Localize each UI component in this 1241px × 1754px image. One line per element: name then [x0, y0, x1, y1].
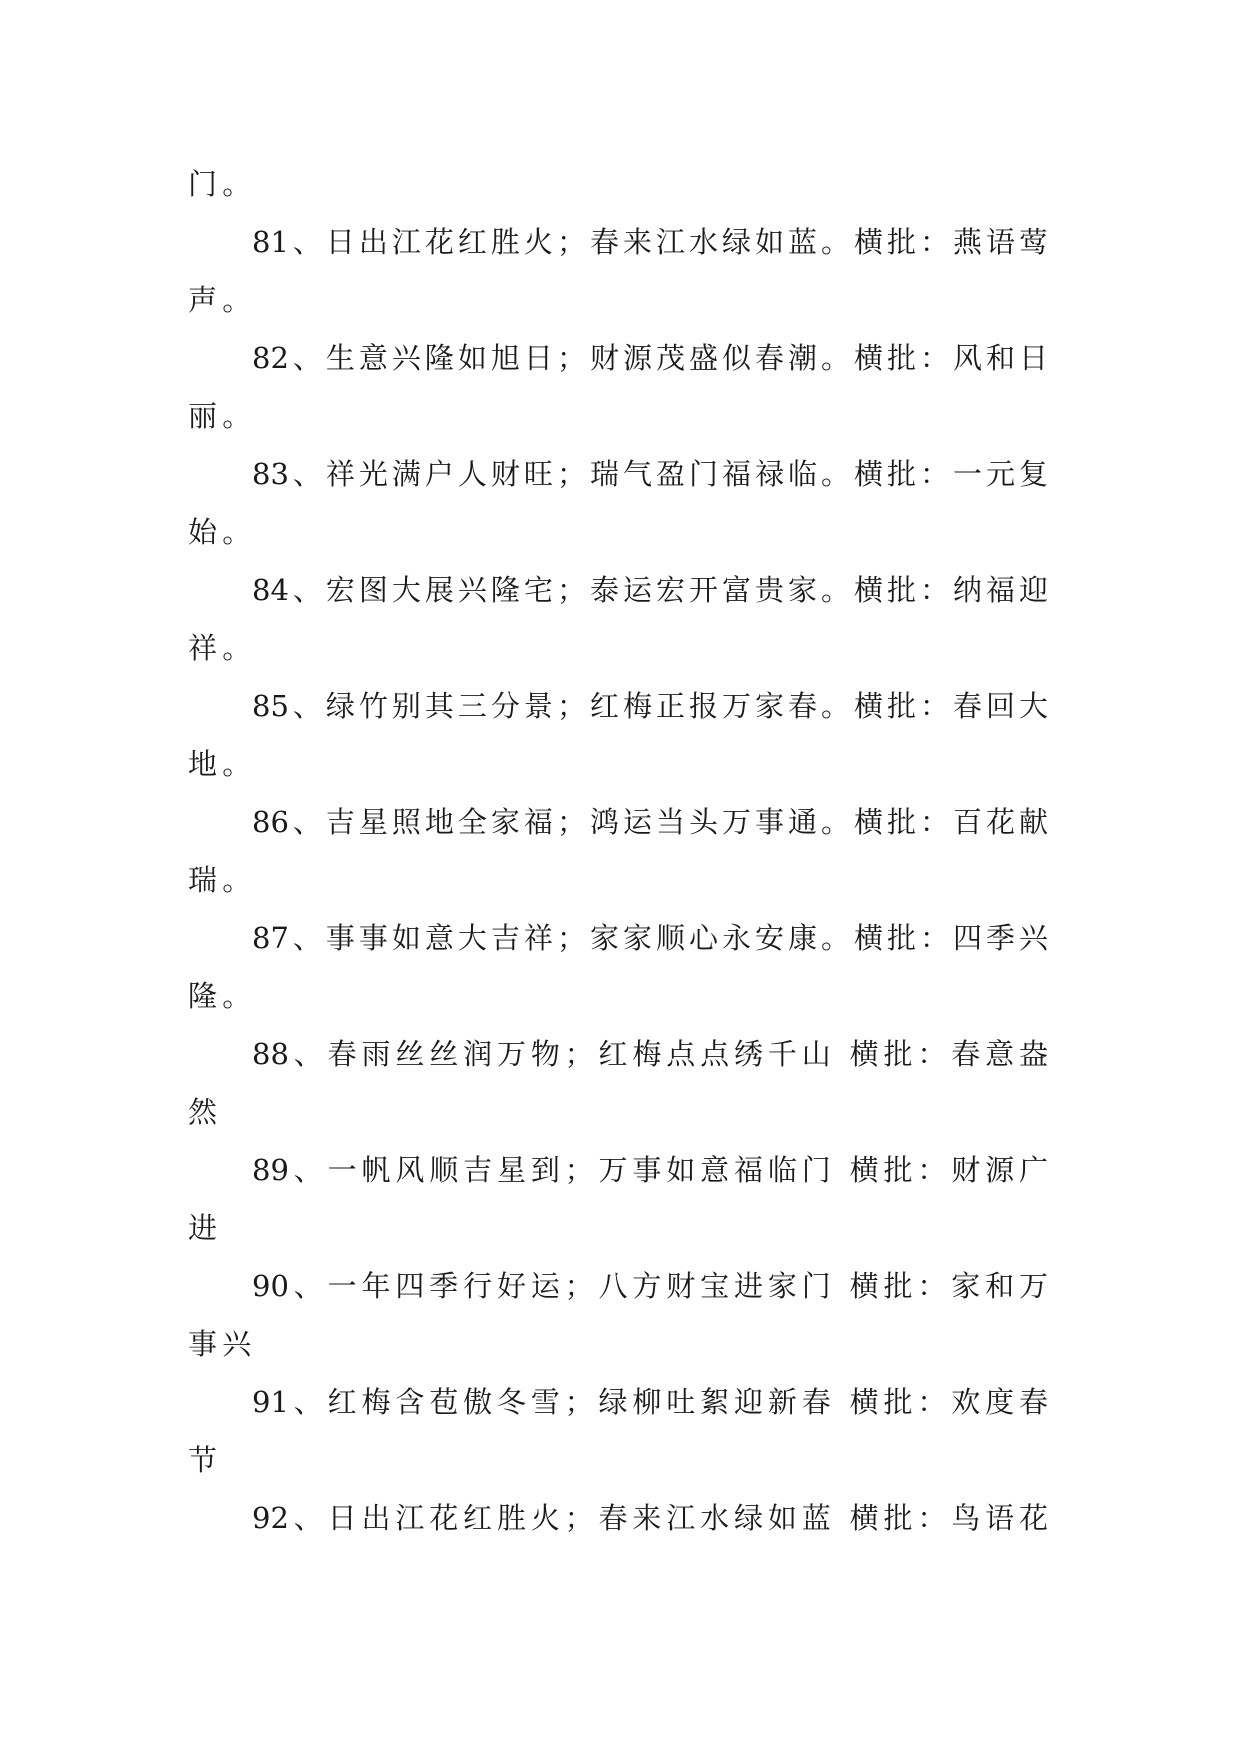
paragraph-line: 87、事事如意大吉祥；家家顺心永安康。横批：四季兴	[252, 921, 1048, 955]
paragraph-line: 91、红梅含苞傲冬雪；绿柳吐絮迎新春 横批：欢度春	[252, 1385, 1048, 1419]
document-body	[188, 155, 1048, 1547]
paragraph-line: 节	[188, 1443, 223, 1477]
paragraph-line: 祥。	[188, 631, 257, 665]
paragraph-line: 89、一帆风顺吉星到；万事如意福临门 横批：财源广	[252, 1153, 1048, 1187]
paragraph-line: 90、一年四季行好运；八方财宝进家门 横批：家和万	[252, 1269, 1048, 1303]
paragraph-line: 92、日出江花红胜火；春来江水绿如蓝 横批：鸟语花	[252, 1501, 1048, 1535]
paragraph-line: 事兴	[188, 1327, 257, 1361]
paragraph-line: 84、宏图大展兴隆宅；泰运宏开富贵家。横批：纳福迎	[252, 573, 1048, 607]
paragraph-line: 83、祥光满户人财旺；瑞气盈门福禄临。横批：一元复	[252, 457, 1048, 491]
paragraph-line: 82、生意兴隆如旭日；财源茂盛似春潮。横批：风和日	[252, 341, 1048, 375]
paragraph-line: 然	[188, 1095, 223, 1129]
paragraph-line: 地。	[188, 747, 257, 781]
paragraph-line: 声。	[188, 283, 257, 317]
paragraph-line: 瑞。	[188, 863, 257, 897]
paragraph-line: 81、日出江花红胜火；春来江水绿如蓝。横批：燕语莺	[252, 225, 1048, 259]
paragraph-line: 门。	[188, 167, 257, 201]
paragraph-line: 88、春雨丝丝润万物；红梅点点绣千山 横批：春意盎	[252, 1037, 1048, 1071]
paragraph-line: 隆。	[188, 979, 257, 1013]
paragraph-line: 始。	[188, 515, 257, 549]
paragraph-line: 86、吉星照地全家福；鸿运当头万事通。横批：百花献	[252, 805, 1048, 839]
paragraph-line: 丽。	[188, 399, 257, 433]
paragraph-line: 85、绿竹别其三分景；红梅正报万家春。横批：春回大	[252, 689, 1048, 723]
paragraph-line: 进	[188, 1211, 223, 1245]
